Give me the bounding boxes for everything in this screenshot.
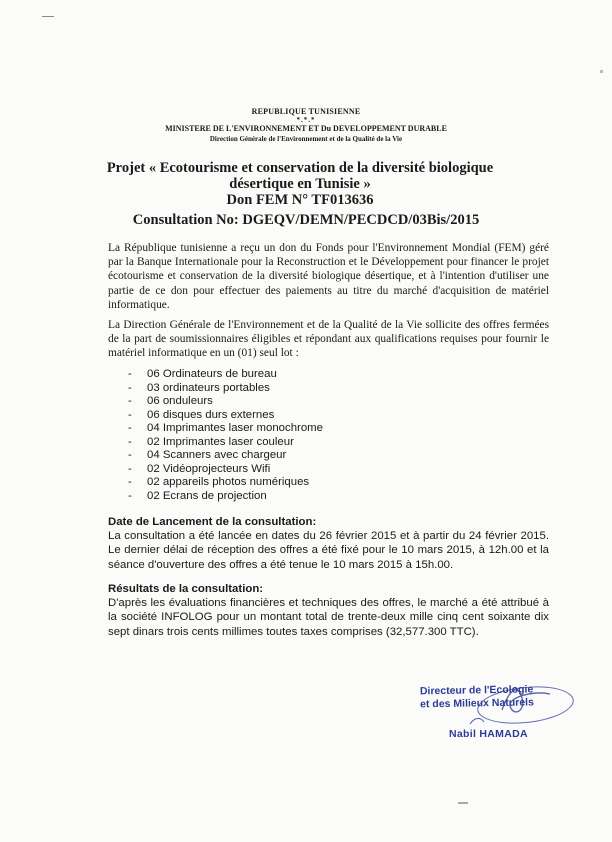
- list-item: - 02 Imprimantes laser couleur: [126, 436, 323, 450]
- stamp-line-department: et des Milieux Naturels: [420, 696, 535, 711]
- grant-number: Don FEM N° TF013636: [226, 192, 374, 208]
- launch-heading: Date de Lancement de la consultation:: [108, 516, 317, 528]
- project-title: Projet « Ecotourisme et conservation de la diversité biologique désertique en Tunisie »: [106, 160, 494, 192]
- list-item: - 06 onduleurs: [126, 395, 323, 409]
- lot-item-list: [126, 368, 323, 503]
- intro-paragraph: La République tunisienne a reçu un don du Fonds pour l'Environnement Mondial (FEM) géré par la Banque Internationale pour la Reconstruction et le Développement pour financer le projet écotourisme et conservation de la diversité biologique désertique, et à l'intention d'utiliser une partie de ce don pour effectuer des paiements au titre du marché d'acquisition de matériel informatique.: [108, 242, 549, 311]
- signatory-name: Nabil HAMADA: [449, 728, 528, 740]
- stamp-line-title: Directeur de l'Ecologie: [419, 683, 534, 698]
- list-item: - 02 appareils photos numériques: [126, 476, 323, 490]
- list-item: - 04 Scanners avec chargeur: [126, 449, 323, 463]
- results-text: D'après les évaluations financières et techniques des offres, le marché a été attribué à la société INFOLOG pour un montant total de trente-deux mille cinq cent soixante dix sept dinars trois cents millimes toutes taxes comprises (32,577.300 TTC).: [108, 597, 549, 638]
- solicitation-paragraph: La Direction Générale de l'Environnement et de la Qualité de la Vie sollicite des offres fermées de la part de soumissionnaires éligibles et répondant aux qualifications requises pour fournir le matériel informatique en un (01) seul lot :: [108, 319, 549, 360]
- launch-text: La consultation a été lancée en dates du 26 février 2015 et à partir du 24 février 2015. Le dernier délai de réception des offres a été fixé pour le 10 mars 2015, à 12h.00 et la séance d'ouverture des offres a été tenue le 10 mars 2015 à 15h.00.: [108, 530, 549, 571]
- header-ministry: MINISTERE DE L'ENVIRONNEMENT ET Du DEVELOPPEMENT DURABLE: [165, 124, 447, 133]
- signatory-stamp: [420, 683, 580, 712]
- list-item: - 02 Ecrans de projection: [126, 490, 323, 504]
- scan-speck: [600, 70, 603, 73]
- scan-speck: [42, 16, 54, 17]
- list-item: - 02 Vidéoprojecteurs Wifi: [126, 463, 323, 477]
- header-ornament: *.*.*: [296, 116, 316, 124]
- results-heading: Résultats de la consultation:: [108, 583, 264, 595]
- header-republic: REPUBLIQUE TUNISIENNE: [251, 107, 361, 116]
- list-item: - 03 ordinateurs portables: [126, 382, 323, 396]
- header-direction: Direction Générale de l'Environnement et de la Qualité de la Vie: [209, 135, 403, 143]
- list-item: - 04 Imprimantes laser monochrome: [126, 422, 323, 436]
- scan-speck: [458, 802, 468, 804]
- list-item: - 06 disques durs externes: [126, 409, 323, 423]
- list-item: - 06 Ordinateurs de bureau: [126, 368, 323, 382]
- consultation-number: Consultation No: DGEQV/DEMN/PECDCD/03Bis/2015: [132, 212, 480, 228]
